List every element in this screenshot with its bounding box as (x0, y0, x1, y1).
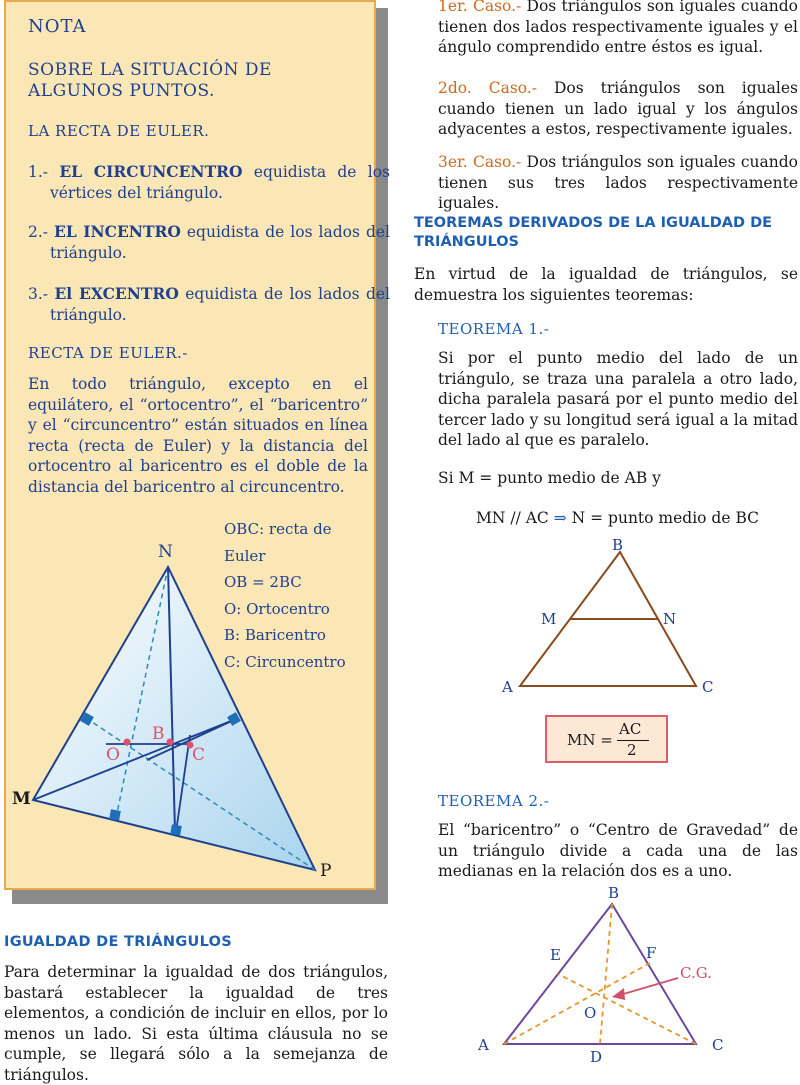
teoremas-intro: En virtud de la igualdad de triángulos, se demuestra los siguientes teoremas: (414, 265, 798, 304)
label-M: M (12, 789, 31, 809)
teorema-1-condition: Si M = punto medio de AB y (438, 469, 661, 487)
t1-label-M: M (541, 610, 557, 628)
nota-item-2: 2.- EL INCENTRO equidista de los lados del triángulo. (28, 222, 391, 262)
t1-label-A: A (502, 678, 513, 696)
igualdad-heading: IGUALDAD DE TRIÁNGULOS (4, 934, 232, 950)
t2-label-E: E (550, 946, 561, 964)
teorema-1-title: TEOREMA 1.- (438, 320, 550, 338)
formula-box (545, 715, 668, 763)
label-B: B (152, 724, 165, 744)
teorema-2-title: TEOREMA 2.- (438, 792, 550, 810)
t2-label-C: C (712, 1036, 724, 1054)
legend-item: OB = 2BC (224, 573, 302, 591)
t2-label-F: F (646, 944, 657, 962)
recta-text: En todo triángulo, excepto en el equilátero, el “ortocentro”, el “baricentro” y el “circuncentro” están situados en línea recta (recta de Euler) y la distancia del ortocentro al baricentro es el doble de la distancia del baricentro al circuncentro. (28, 375, 368, 496)
t1-label-C: C (702, 678, 714, 696)
t2-label-A: A (478, 1036, 489, 1054)
teorema-1-figure (480, 530, 740, 700)
caso-1: 1er. Caso.- Dos triángulos son iguales cuando tienen dos lados respectivamente iguales y el ángulo comprendido entre éstos es igual. (438, 0, 798, 56)
legend-item: B: Baricentro (224, 626, 326, 644)
legend-item: O: Ortocentro (224, 599, 330, 618)
caso-2: 2do. Caso.- Dos triángulos son iguales cuando tienen un lado igual y los ángulos adyacentes a estos, respectivamente iguales. (438, 79, 798, 138)
t2-label-CG: C.G. (680, 964, 712, 982)
label-C: C (192, 745, 206, 765)
t2-label-B: B (608, 884, 620, 902)
teorema-2-text: El “baricentro” o “Centro de Gravedad” de un triángulo divide a cada una de las medianas en la relación dos es a uno. (438, 821, 798, 880)
teorema-1-relation: MN // AC ⇒ N = punto medio de BC (476, 509, 759, 527)
euler-heading: LA RECTA DE EULER. (28, 122, 210, 140)
formula-lhs: MN = (567, 731, 613, 749)
igualdad-text: Para determinar la igualdad de dos triángulos, bastará establecer la igualdad de tres elementos, a condición de incluir en ellos, por lo menos un lado. Si esta última cláusula no se cumple, se llegará sólo a la semejanza de triángulos. (4, 963, 388, 1084)
teorema-1-text: Si por el punto medio del lado de un triángulo, se traza una paralela a otro lado, dicha paralela pasará por el punto medio del tercer lado y su longitud será igual a la mitad del lado al que es paralelo. (438, 349, 798, 449)
nota-item-1: 1.- EL CIRCUNCENTRO equidista de los vértices del triángulo. (28, 162, 390, 202)
caso-3: 3er. Caso.- Dos triángulos son iguales cuando tienen sus tres lados respectivamente iguales. (438, 153, 798, 212)
legend-item: C: Circuncentro (224, 652, 346, 671)
t2-label-O: O (584, 1004, 597, 1022)
label-P: P (320, 861, 332, 881)
label-N: N (158, 542, 173, 562)
legend-item: OBC: recta de Euler (224, 520, 332, 565)
teoremas-heading: TEOREMAS DERIVADOS DE LA IGUALDAD DE TRIÁNGULOS (414, 215, 773, 250)
formula-numerator: AC (619, 720, 642, 738)
t2-label-D: D (590, 1048, 603, 1065)
formula-denominator: 2 (627, 741, 637, 759)
teorema-2-figure (460, 880, 760, 1065)
t1-label-B: B (612, 536, 624, 554)
nota-title: NOTA (28, 16, 87, 37)
nota-subtitle: SOBRE LA SITUACIÓN DE ALGUNOS PUNTOS. (28, 60, 272, 101)
recta-heading: RECTA DE EULER.- (28, 344, 188, 362)
t1-label-N: N (663, 610, 677, 628)
euler-figure (0, 0, 390, 900)
label-O: O (106, 745, 120, 765)
nota-item-3: 3.- El EXCENTRO equidista de los lados del triángulo. (28, 284, 390, 324)
